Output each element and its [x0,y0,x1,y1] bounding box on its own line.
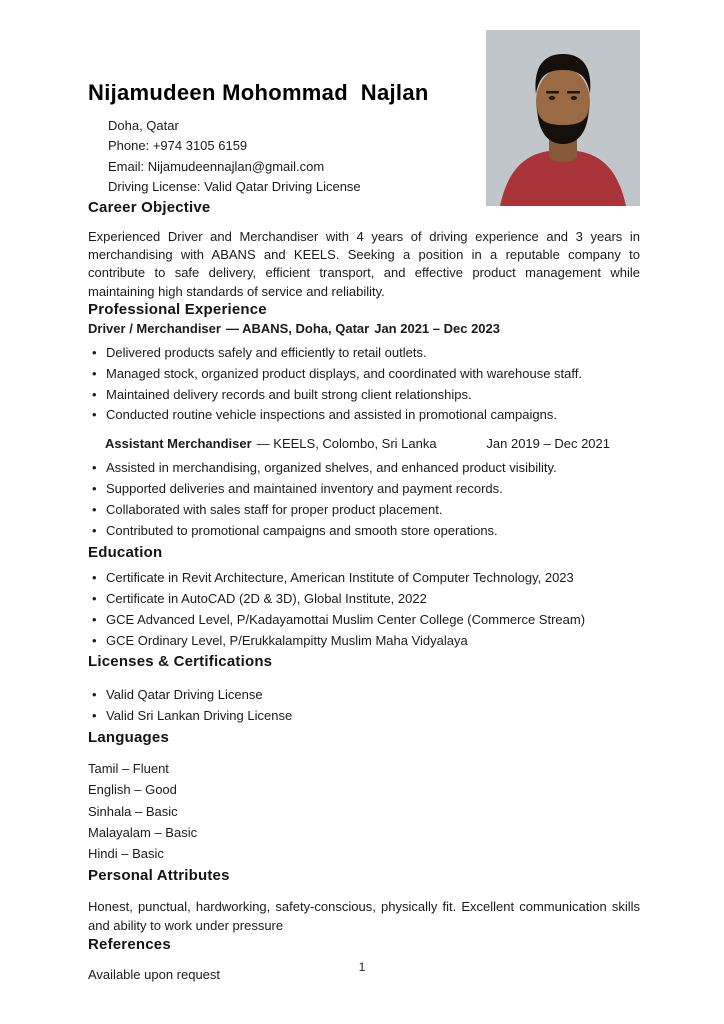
career-objective-text: Experienced Driver and Merchandiser with 4 years of driving experience and 3 years in merchandising with ABANS and KEELS. Seeking a position in a reputable company to contribute to safe delivery, efficient transport, and effective product management while maintaining high standards of service and reliability. [88,229,640,299]
section-licenses [88,653,640,725]
list-item: English – Good [88,782,177,798]
section-languages [88,729,640,862]
education-heading: Education [88,543,163,561]
list-item: • Delivered products safely and efficiently to retail outlets. [92,345,640,362]
job-dates: Jan 2019 – Dec 2021 [486,436,610,452]
job-company: — KEELS, Colombo, Sri Lanka [256,436,437,452]
licenses-heading: Licenses & Certifications [88,653,273,671]
section-education [88,544,640,650]
list-item: Hindi – Basic [88,846,164,862]
list-item: • GCE Advanced Level, P/Kadayamottai Muslim Center College (Commerce Stream) [92,612,640,629]
job-heading-2 [105,436,640,451]
languages-list [88,761,640,862]
job-2-bullets [88,460,640,540]
job-role: Assistant Merchandiser [105,436,252,452]
list-item: • Contributed to promotional campaigns and smooth store operations. [92,523,640,540]
professional-experience-heading: Professional Experience [88,300,267,318]
profile-photo [486,30,640,206]
list-item: • Maintained delivery records and built strong client relationships. [92,387,640,404]
job-1-bullets [88,345,640,425]
job-company: — ABANS, Doha, Qatar [225,320,370,336]
list-item: • Managed stock, organized product displays, and coordinated with warehouse staff. [92,366,640,383]
job-role: Driver / Merchandiser [88,320,221,336]
personal-attributes-heading: Personal Attributes [88,867,230,885]
list-item: • Certificate in AutoCAD (2D & 3D), Global Institute, 2022 [92,591,640,608]
list-item: • Collaborated with sales staff for proper product placement. [92,502,640,519]
list-item: • Assisted in merchandising, organized shelves, and enhanced product visibility. [92,460,640,477]
references-text: Available upon request [88,967,221,983]
career-objective-heading: Career Objective [88,199,211,216]
list-item: • Supported deliveries and maintained inventory and payment records. [92,481,640,498]
list-item: • Conducted routine vehicle inspections and assisted in promotional campaigns. [92,407,640,424]
profile-photo-illustration [486,30,640,206]
list-item: • Valid Qatar Driving License [92,687,640,704]
job-heading-1 [88,321,640,336]
list-item: • Certificate in Revit Architecture, American Institute of Computer Technology, 2023 [92,570,640,587]
languages-heading: Languages [88,729,169,747]
section-personal-attributes [88,867,640,936]
list-item: Tamil – Fluent [88,761,169,777]
list-item: • GCE Ordinary Level, P/Erukkalampitty Muslim Maha Vidyalaya [92,633,640,650]
list-item: Malayalam – Basic [88,824,198,840]
list-item: • Valid Sri Lankan Driving License [92,708,640,725]
licenses-bullets [88,687,640,725]
list-item: Sinhala – Basic [88,803,178,819]
phone-line: Phone: +974 3105 6159 [108,138,248,154]
section-professional-experience [88,301,640,540]
candidate-name: Nijamudeen Mohommad Najlan [88,80,429,105]
location-line: Doha, Qatar [108,118,179,133]
education-bullets [88,570,640,650]
references-heading: References [88,936,171,954]
email-line: Email: Nijamudeennajlan@gmail.com [108,158,325,174]
section-career-objective [88,199,640,301]
driving-license-line: Driving License: Valid Qatar Driving License [108,178,361,194]
personal-attributes-text: Honest, punctual, hardworking, safety-conscious, physically fit. Excellent communication skills and ability to work under pressure [88,899,640,934]
page-number: 1 [358,960,366,974]
job-dates: Jan 2021 – Dec 2023 [374,320,500,336]
